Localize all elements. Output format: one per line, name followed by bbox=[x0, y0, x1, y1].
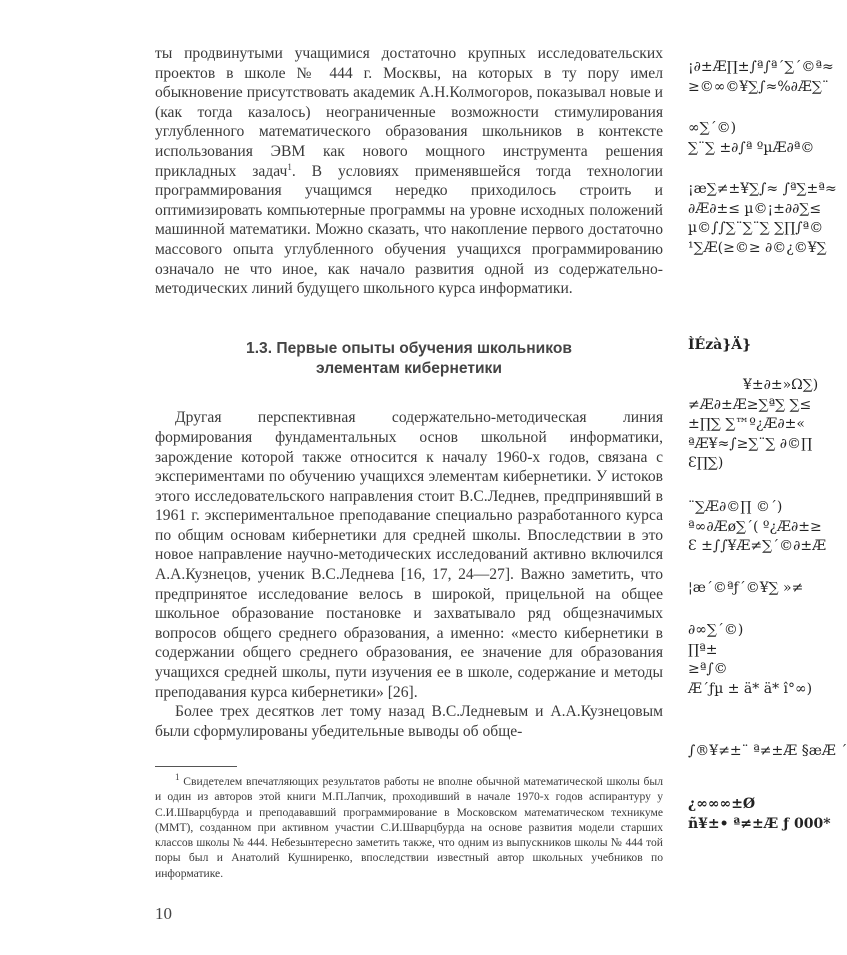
garbled-line: ¡∂±Æ∏±∫ª∫ª´∑´©ª≈ bbox=[688, 59, 834, 75]
garbled-line: ¥±∂±»Ω∑) bbox=[743, 377, 819, 393]
footnote-divider bbox=[155, 766, 237, 767]
garbled-line: ¹∑Æ(≥©≥ ∂©¿©¥∑ bbox=[688, 239, 827, 256]
top-paragraph bbox=[155, 44, 663, 299]
garbled-column-block-1 bbox=[688, 58, 834, 97]
garbled-line: ∑¨∑ ±∂∫ª ºµÆ∂ª© bbox=[688, 139, 815, 156]
garbled-line: ≠Æ∂±Æ≥∑ª∑ ∑≤ bbox=[688, 396, 812, 413]
garbled-line: ∫®¥≠±¨ ª≠±Æ §æÆ ´ bbox=[688, 743, 847, 759]
footnote-reference[interactable]: 1 bbox=[287, 161, 292, 172]
top-paragraph-part-a: ты продвинутыми учащимися достаточно крупных исследовательских проектов в школе № 444 г. Москвы, на которых в ту пору имел обыкновение присутствовать академик А.Н.Колмогоров, показывал новые и (как тогда казалось) неограниченные возможности стимулирования углубленного математического образования школьников в контексте использования ЭВМ как нового мощного инструмента решения прикладных задач bbox=[155, 45, 663, 180]
paragraph-2: Другая перспективная содержательно-методическая линия формирования фундаментальных основ школьной информатики, зарождение которой также относится к началу 1960-х годов, связана с экспериментами по обучению учащихся элементам кибернетики. У истоков этого исследовательского направления стоит В.С.Леднев, предпринявший в 1961 г. экспериментальное преподавание специально разработанного курса по общим основам кибернетики для средней школы. Впоследствии в это новое направление научно-методических исследований активно включился А.А.Кузнецов, ученик В.С.Леднева [16, 17, 24—27]. Важно заметить, что предпринятое исследование велось в широкой, прицельной на общее школьное образование постановке и захватывало ряд общезначимых вопросов общего среднего образования, а именно: «место кибернетики в содержании общего среднего образования, ее значение для образования учащихся средней школы, пути изучения ее в школе, содержание и методы преподавания курса кибернетики» [26]. bbox=[155, 409, 663, 701]
garbled-line: ¡æ∑≠±¥∑∫≈ ∫ª∑±ª≈ bbox=[688, 181, 837, 197]
garbled-column-block-7 bbox=[688, 795, 831, 834]
garbled-line: ∞∑´©) bbox=[688, 120, 737, 136]
garbled-line: Ɛ∏∑) bbox=[688, 455, 724, 471]
garbled-line: ≥ª∫© bbox=[688, 661, 728, 677]
garbled-line: ñ¥±• ª≠±Æ ƒ 000* bbox=[688, 815, 831, 832]
top-paragraph-part-b: . В условиях применявшейся тогда технологии программирования учащимся нередко приходилось строить и оптимизировать компьютерные программы на уровне исходных положений машинной математики. Можно сказать, что накопление первого достаточно массового опыта углубленного обучения учащихся программированию означало не что иное, как начало развития одной из содержательно-методических линий будущего школьного курса информатики. bbox=[155, 162, 663, 298]
section-heading-line-2: элементам кибернетики bbox=[316, 359, 502, 377]
garbled-column-block-3 bbox=[688, 180, 837, 258]
footnote-number: 1 bbox=[175, 772, 180, 783]
garbled-line: ≥©∞©¥∑∫≈%∂Æ∑¨ bbox=[688, 78, 829, 95]
footnote-text: Свидетелем впечатляющих результатов работы не вполне обычной математической школы был и один из авторов этой книги М.П.Лапчик, проходивший в начале 1970-х годов аспирантуру у С.И.Шварцбурда и преподававший программирование в Московском математическом техникуме (ММТ), созданном при активном участии С.И.Шварцбурда на основе развития модели старших классов школы № 444. Небезынтересно заметить также, что одним из выпускников школы № 444 той поры был и Анатолий Кушниренко, впоследствии известный автор школьных учебников по информатике. bbox=[155, 775, 663, 880]
footnote bbox=[155, 774, 663, 881]
garbled-line: ∂Æ∂±≤ µ©¡±∂∂∑≤ bbox=[688, 200, 822, 217]
section-heading-line-1: 1.3. Первые опыты обучения школьников bbox=[246, 339, 572, 357]
garbled-column-block-5 bbox=[688, 498, 827, 557]
garbled-column-block-4 bbox=[688, 376, 819, 474]
garbled-column-block-2 bbox=[688, 119, 816, 158]
garbled-line: ¿∞∞∞±Ø bbox=[688, 796, 756, 812]
garbled-line: ª∞∂Æø∑´( º¿Æ∂±≥ bbox=[688, 518, 822, 535]
garbled-line: ¨∑Æ∂©∏ ©´) bbox=[688, 499, 783, 515]
main-text-column bbox=[155, 44, 663, 741]
garbled-line: ∏ª± bbox=[688, 641, 718, 658]
garbled-line: Æ´ƒµ ± ä* ä* î°∞) bbox=[688, 680, 813, 697]
page-number: 10 bbox=[155, 904, 172, 923]
garbled-heading: ÌÉzà}Ä} bbox=[688, 337, 752, 353]
garbled-line: ªÆ¥≈∫≥∑¨∑ ∂©∏ bbox=[688, 435, 813, 452]
garbled-line: ¦æ´©ªƒ´©¥∑ »≠ bbox=[688, 580, 804, 596]
garbled-line: Ɛ ±∫∫¥Æ≠∑´©∂±Æ bbox=[688, 538, 827, 554]
paragraph-3: Более трех десятков лет тому назад В.С.Ледневым и А.А.Кузнецовым были сформулированы убедительные выводы об обще- bbox=[155, 703, 663, 740]
section-heading bbox=[155, 339, 663, 379]
garbled-line: ∂∞∑´©) bbox=[688, 622, 744, 638]
garbled-line: ±∏∑ ∑™º¿Æ∂±« bbox=[688, 416, 805, 432]
garbled-column-block-6 bbox=[688, 621, 816, 699]
garbled-line: µ©∫∫∑¨∑¨∑ ∑∏∫ª© bbox=[688, 220, 824, 236]
